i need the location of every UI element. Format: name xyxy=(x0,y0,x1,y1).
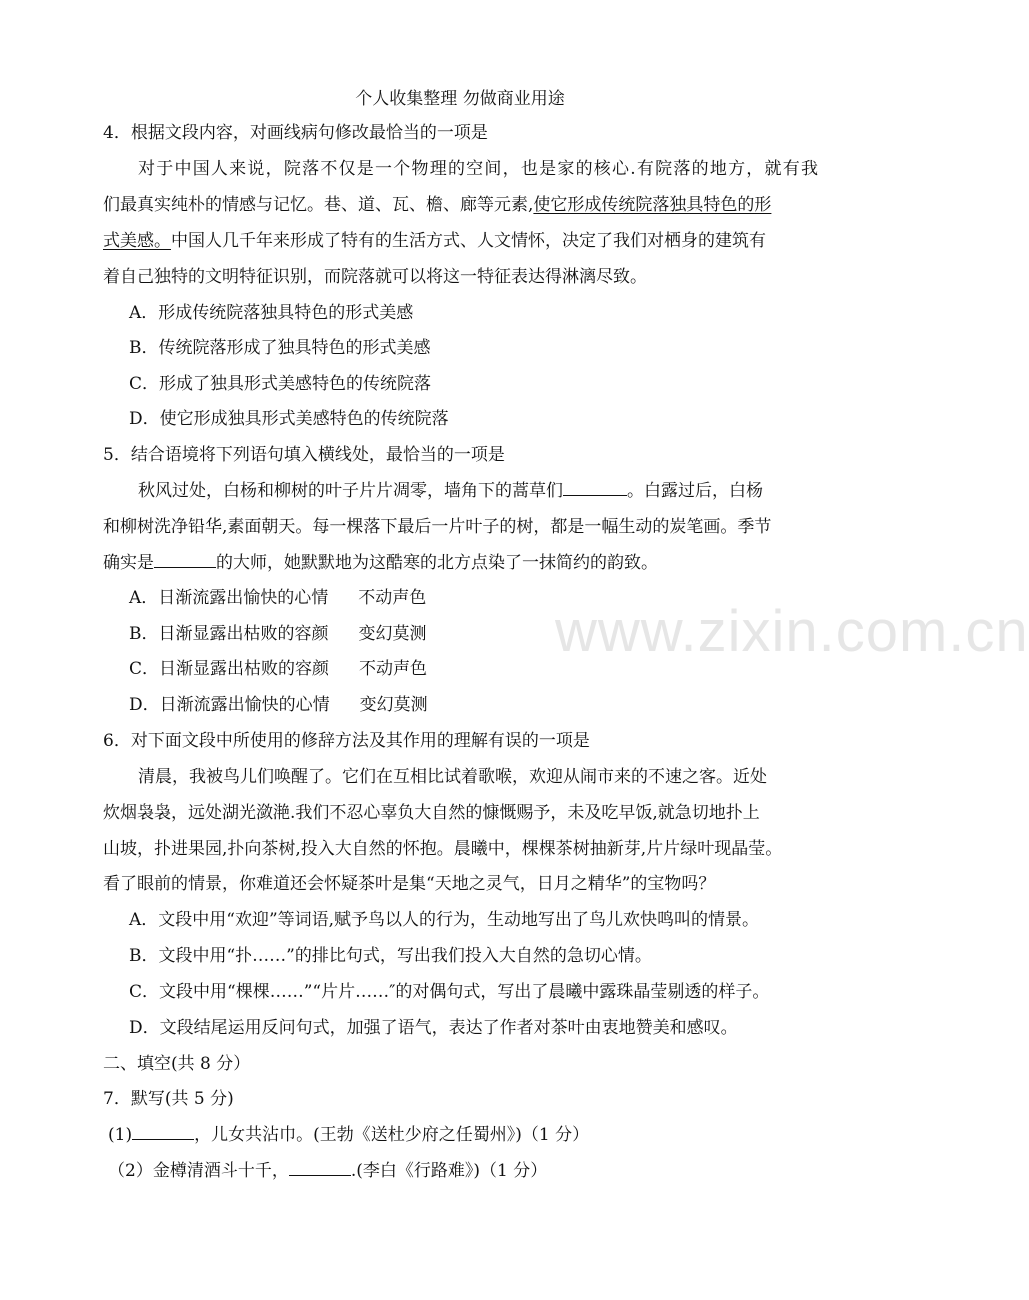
q5-option-b xyxy=(129,619,427,644)
q5-passage-text: 的大师，她默默地为这酷寒的北方点染了一抹简约的韵致。 xyxy=(216,553,658,573)
option-text: B．日渐显露出枯败的容颜 xyxy=(129,624,329,644)
q7-item-2 xyxy=(108,1156,547,1181)
question-6-title: 6．对下面文段中所使用的修辞方法及其作用的理解有误的一项是 xyxy=(103,731,590,751)
q6-option-b: B．文段中用“扑……”的排比句式，写出我们投入大自然的急切心情。 xyxy=(129,946,652,966)
q6-option-a: A．文段中用“欢迎”等词语,赋予鸟以人的行为，生动地写出了鸟儿欢快鸣叫的情景。 xyxy=(129,910,760,930)
q4-option-b: B．传统院落形成了独具特色的形式美感 xyxy=(129,338,431,358)
option-text: D．日渐流露出愉快的心情 xyxy=(129,695,330,715)
question-4-title: 4．根据文段内容，对画线病句修改最恰当的一项是 xyxy=(103,123,488,143)
question-5-title: 5．结合语境将下列语句填入横线处，最恰当的一项是 xyxy=(103,445,505,465)
q5-passage-line-2: 和柳树洗净铅华,素面朝天。每一棵落下最后一片叶子的树，都是一幅生动的炭笔画。季节 xyxy=(103,517,772,537)
q6-option-c: C．文段中用“棵棵……”“片片……″的对偶句式，写出了晨曦中露珠晶莹剔透的样子。 xyxy=(129,982,770,1002)
q4-option-d: D．使它形成独具形式美感特色的传统院落 xyxy=(129,409,449,429)
underlined-sentence-end: 式美感。 xyxy=(103,231,171,251)
q6-passage-line-3: 山坡，扑进果园,扑向茶树,投入大自然的怀抱。晨曦中，棵棵茶树抽新芽,片片绿叶现晶莹。 xyxy=(103,839,783,859)
q6-passage-line-2: 炊烟袅袅，远处湖光潋滟.我们不忍心辜负大自然的慷慨赐予，未及吃早饭,就急切地扑上 xyxy=(103,803,760,823)
item-text: ，儿女共沾巾。(王勃《送杜少府之任蜀州》)（1 分） xyxy=(194,1125,590,1145)
option-text: A．日渐流露出愉快的心情 xyxy=(129,588,329,608)
q6-option-d: D．文段结尾运用反问句式，加强了语气，表达了作者对茶叶由衷地赞美和感叹。 xyxy=(129,1018,738,1038)
option-text: 不动声色 xyxy=(358,588,427,608)
q4-passage-text: 中国人几千年来形成了特有的生活方式、人文情怀，决定了我们对栖身的建筑有 xyxy=(171,231,766,251)
q4-passage-text: 们最真实纯朴的情感与记忆。巷、道、瓦、檐、廊等元素, xyxy=(103,195,534,215)
section-2-heading: 二、填空(共 8 分） xyxy=(103,1054,251,1074)
item-number: (1) xyxy=(108,1125,133,1145)
q5-passage-text: 确实是 xyxy=(103,553,154,573)
q4-option-c: C．形成了独具形式美感特色的传统院落 xyxy=(129,374,432,394)
q5-passage-text: 。白露过后，白杨 xyxy=(627,481,763,501)
option-text: 变幻莫测 xyxy=(358,624,427,644)
page-header: 个人收集整理 勿做商业用途 xyxy=(355,89,565,109)
q5-passage-line-3 xyxy=(103,548,658,573)
q4-passage-line-3 xyxy=(103,226,766,251)
q5-option-c xyxy=(129,654,427,679)
fill-blank xyxy=(154,549,216,568)
q6-passage-line-1: 清晨，我被鸟儿们唤醒了。它们在互相比试着歌喉，欢迎从闹市来的不速之客。近处 xyxy=(138,767,767,787)
option-text: 变幻莫测 xyxy=(359,695,428,715)
q7-item-1 xyxy=(108,1120,589,1145)
item-text: （2）金樽清酒斗十千， xyxy=(108,1161,289,1181)
q5-passage-text: 秋风过处，白杨和柳树的叶子片片凋零，墙角下的蒿草们 xyxy=(138,481,563,501)
option-text: 不动声色 xyxy=(359,659,428,679)
option-text: C．日渐显露出枯败的容颜 xyxy=(129,659,330,679)
q5-option-a xyxy=(129,583,426,608)
item-text: .(李白《行路难》)（1 分） xyxy=(350,1161,548,1181)
fill-blank xyxy=(289,1157,351,1176)
q4-passage-line-4: 着自己独特的文明特征识别，而院落就可以将这一特征表达得淋漓尽致。 xyxy=(103,267,647,287)
q5-passage-line-1 xyxy=(138,476,763,501)
q6-passage-line-4: 看了眼前的情景，你难道还会怀疑茶叶是集“天地之灵气，日月之精华”的宝物吗？ xyxy=(103,874,716,894)
fill-blank xyxy=(563,477,627,496)
q4-option-a: A．形成传统院落独具特色的形式美感 xyxy=(129,303,414,323)
q5-option-d xyxy=(129,690,428,715)
question-7-title: 7．默写(共 5 分) xyxy=(103,1089,234,1109)
underlined-sentence: 使它形成传统院落独具特色的形 xyxy=(533,195,772,215)
q4-passage-line-1: 对于中国人来说，院落不仅是一个物理的空间，也是家的核心.有院落的地方，就有我 xyxy=(138,159,818,179)
watermark: www.zixin.com.cn xyxy=(555,599,1029,664)
q4-passage-line-2 xyxy=(103,190,818,215)
fill-blank xyxy=(132,1121,194,1140)
